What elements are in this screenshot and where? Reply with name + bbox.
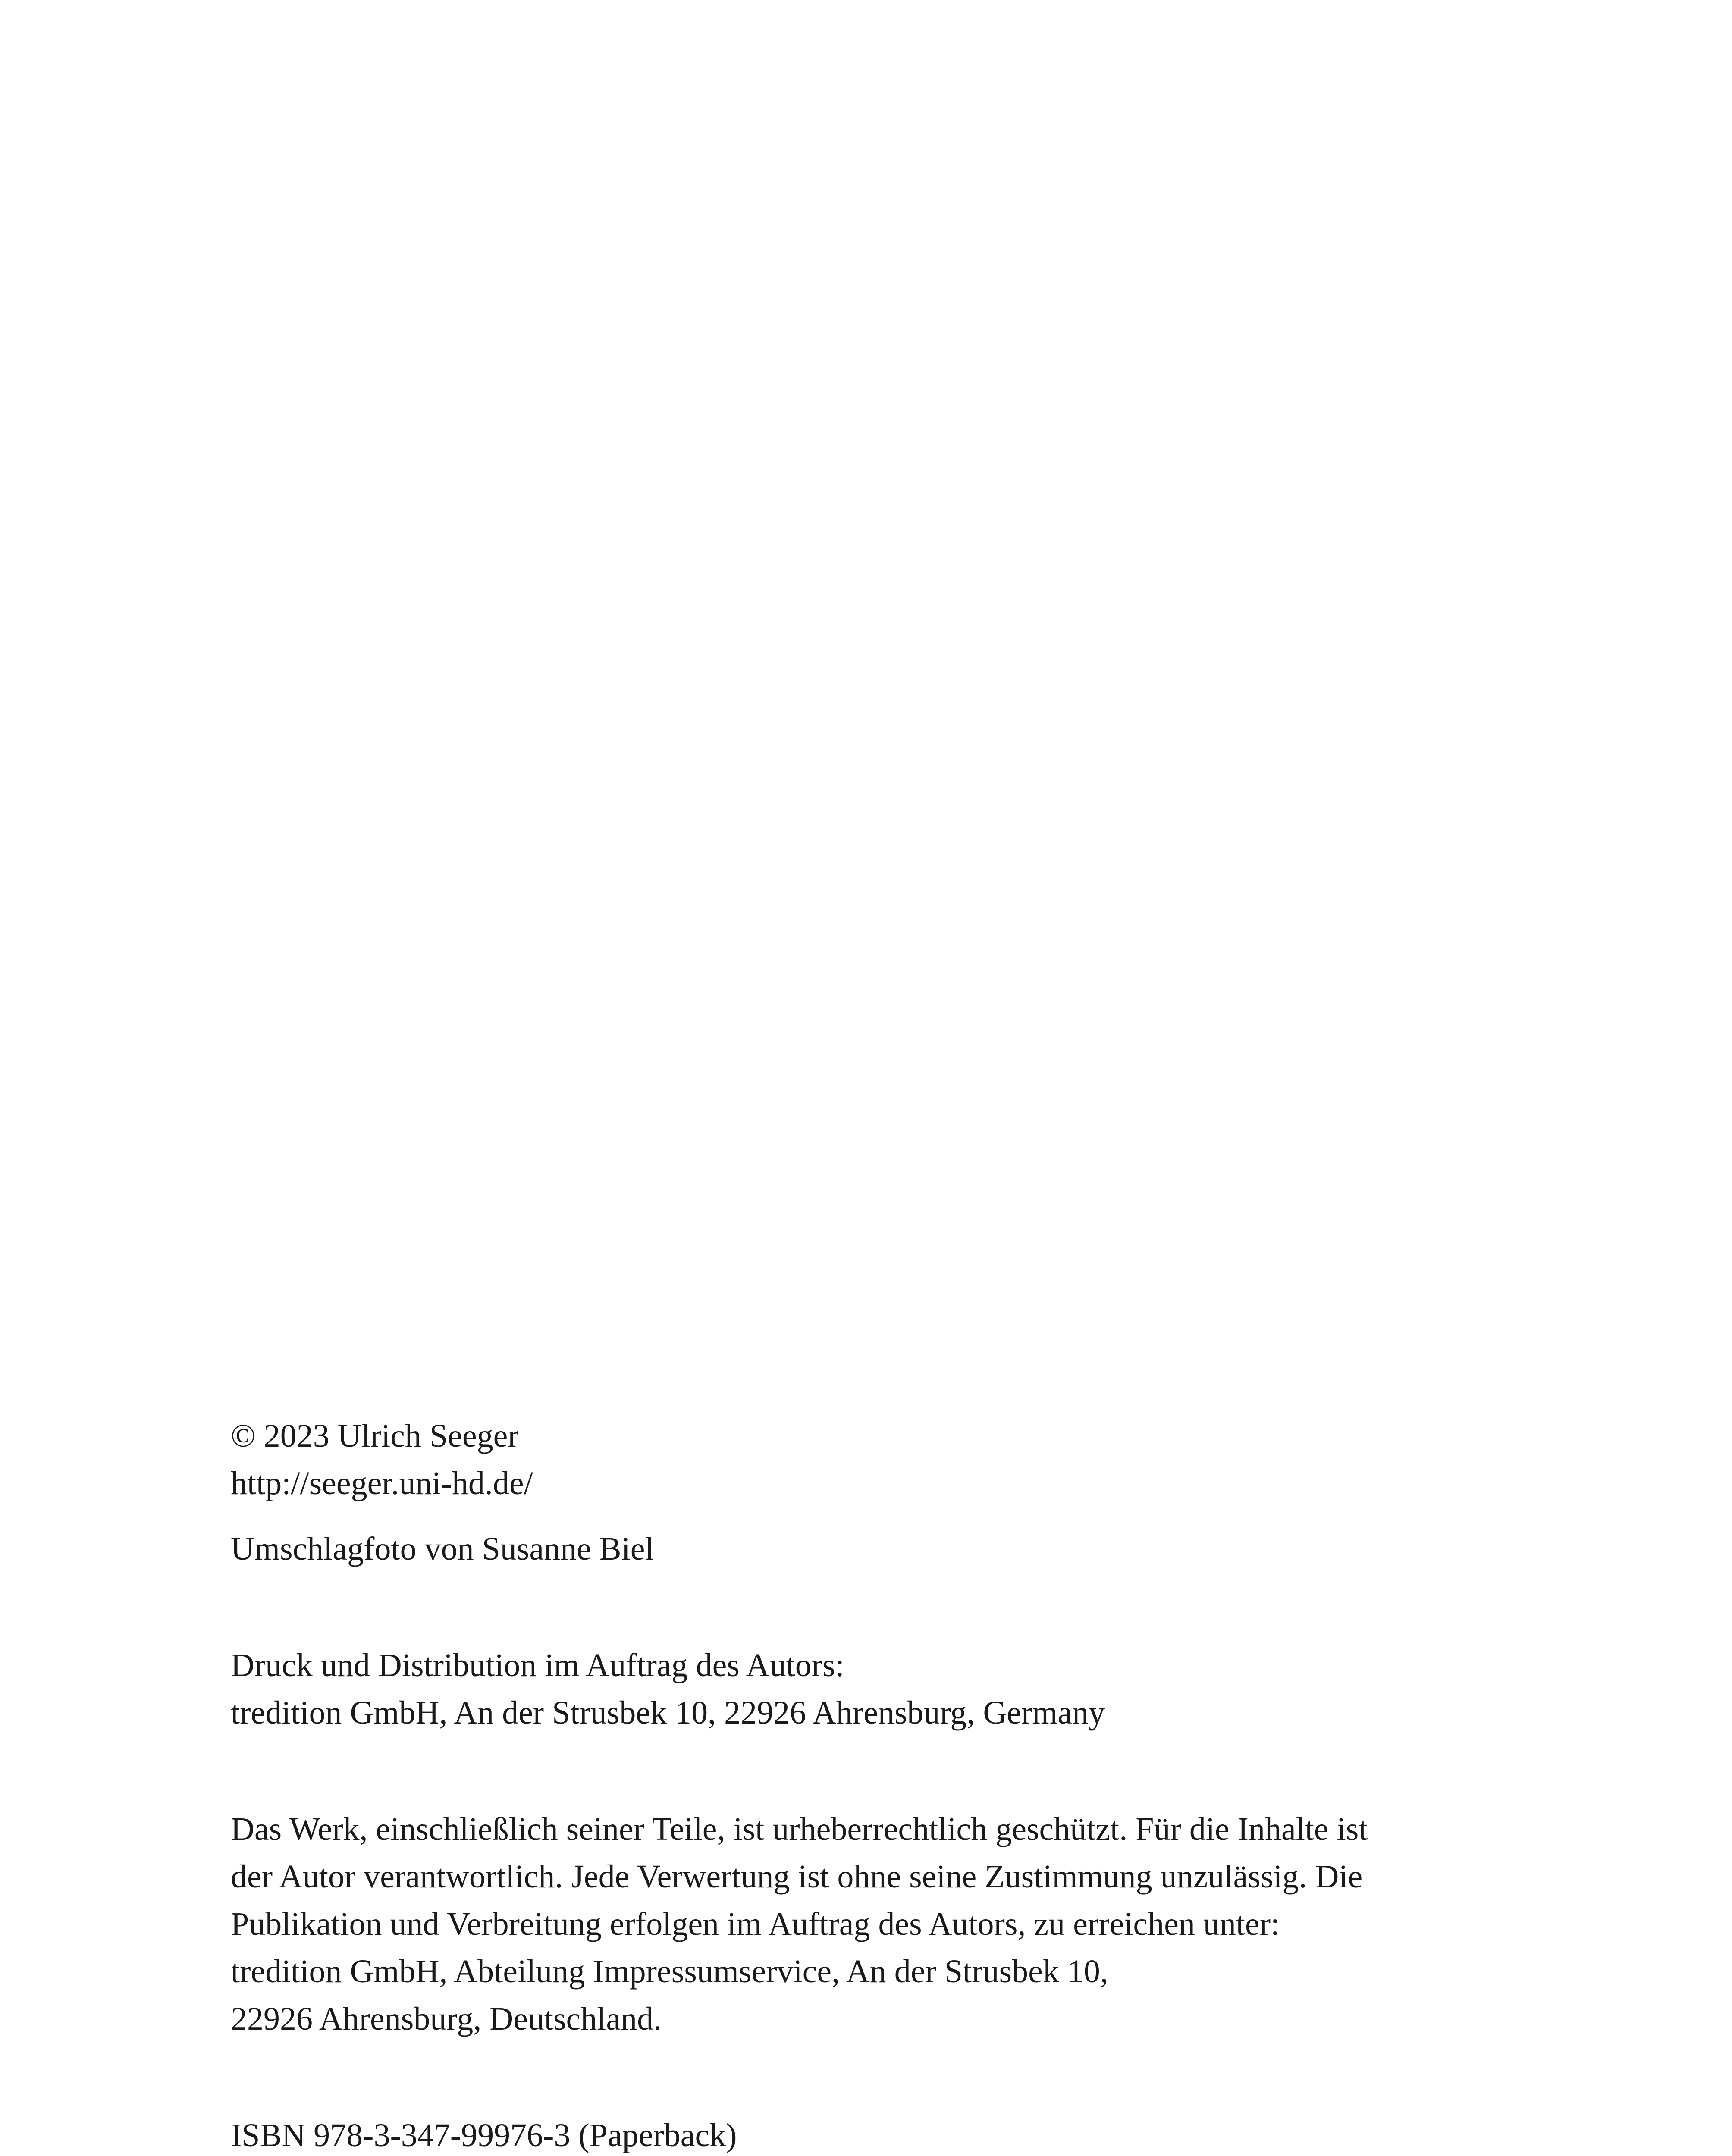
cover-photo-credit: Umschlagfoto von Susanne Biel xyxy=(231,1531,654,1567)
publisher-address: tredition GmbH, An der Strusbek 10, 22926 Ahrensburg, Germany xyxy=(231,1695,1105,1731)
distribution-block xyxy=(231,1642,1525,1736)
imprint-block xyxy=(231,1412,1525,2156)
legal-line: der Autor verantwortlich. Jede Verwertung ist ohne seine Zustimmung unzulässig. Die xyxy=(231,1858,1363,1895)
legal-line: Das Werk, einschließlich seiner Teile, ist urheberrechtlich geschützt. Für die Inhalte ist xyxy=(231,1811,1368,1847)
copyright-notice: © 2023 Ulrich Seeger xyxy=(231,1418,519,1454)
spacer xyxy=(231,1736,1525,1805)
spacer xyxy=(231,2043,1525,2112)
isbn: ISBN 978-3-347-99976-3 (Paperback) xyxy=(231,2117,737,2153)
copyright-block xyxy=(231,1412,1525,1507)
distribution-line: Druck und Distribution im Auftrag des Autors: xyxy=(231,1647,844,1683)
isbn-block xyxy=(231,2112,1525,2156)
legal-line: Publikation und Verbreitung erfolgen im Auftrag des Autors, zu erreichen unter: xyxy=(231,1906,1280,1942)
legal-line: 22926 Ahrensburg, Deutschland. xyxy=(231,2001,662,2037)
cover-photo-block xyxy=(231,1525,1525,1573)
author-website: http://seeger.uni-hd.de/ xyxy=(231,1465,533,1501)
spacer xyxy=(231,1573,1525,1642)
legal-line: tredition GmbH, Abteilung Impressumservice, An der Strusbek 10, xyxy=(231,1953,1108,1990)
spacer xyxy=(231,1507,1525,1525)
legal-notice-block xyxy=(231,1805,1525,2043)
